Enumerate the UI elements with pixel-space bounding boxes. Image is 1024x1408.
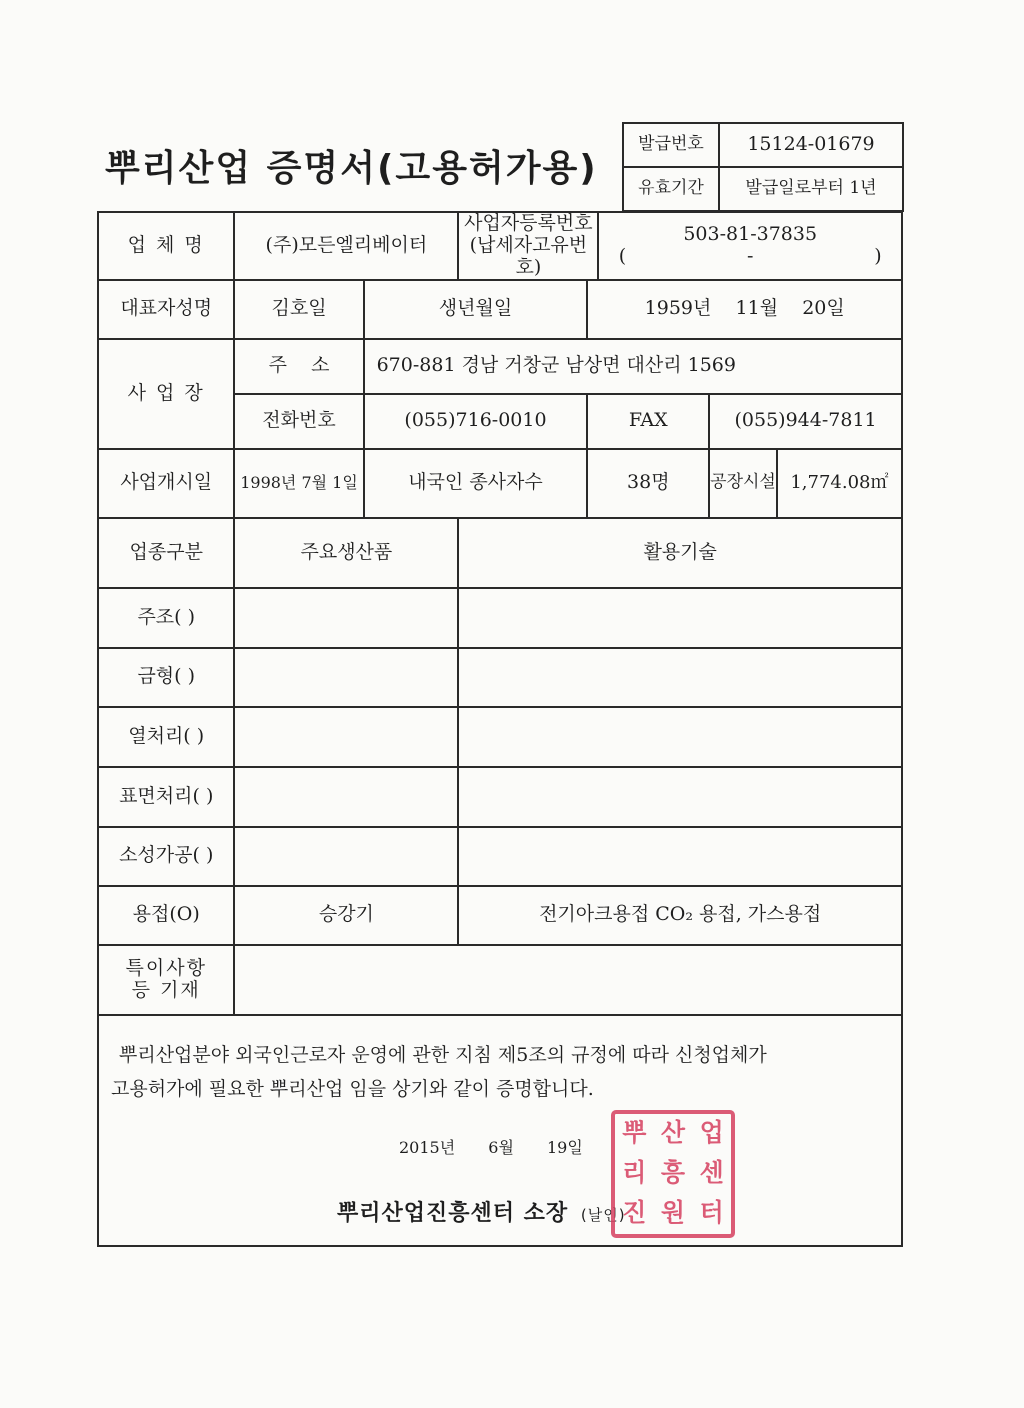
certificate-table <box>97 211 903 1247</box>
industry-row-tech <box>458 827 902 886</box>
business-reg-value <box>598 212 902 280</box>
seal-char: 뿌 <box>622 1117 647 1147</box>
product-header: 주요생산품 <box>234 518 458 588</box>
industry-row-label: 금형( ) <box>98 648 234 707</box>
factory-label: 공장시설 <box>709 449 777 518</box>
domestic-workers-label: 내국인 종사자수 <box>364 449 588 518</box>
industry-row-product <box>234 648 458 707</box>
business-reg-number: 503-81-37835 <box>683 222 818 245</box>
representative-label: 대표자성명 <box>98 280 234 339</box>
declaration-line1: 뿌리산업분야 외국인근로자 운영에 관한 지침 제5조의 규정에 따라 신청업체가 <box>119 1043 767 1066</box>
issuer-seal-mark: (날인) <box>580 1205 626 1224</box>
industry-row-tech: 전기아크용접 CO₂ 용접, 가스용접 <box>458 886 902 945</box>
seal-char: 센 <box>699 1157 724 1187</box>
fax-value: (055)944-7811 <box>709 394 902 449</box>
birthdate-value: 1959년 11월 20일 <box>587 280 902 339</box>
business-reg-label-line1: 사업자등록번호 <box>464 212 593 234</box>
notes-value <box>234 945 902 1015</box>
issuer-name <box>337 1194 626 1234</box>
seal-char: 진 <box>622 1197 647 1227</box>
validity-value: 발급일로부터 1년 <box>719 167 903 211</box>
industry-row-product: 승강기 <box>234 886 458 945</box>
phone-value: (055)716-0010 <box>364 394 588 449</box>
industry-row-label: 주조( ) <box>98 588 234 648</box>
start-date-label: 사업개시일 <box>98 449 234 518</box>
document-title: 뿌리산업 증명서(고용허가용) <box>105 148 598 189</box>
validity-label: 유효기간 <box>623 167 719 211</box>
taxpayer-number: ( - ) <box>618 244 882 267</box>
industry-row-label: 소성가공( ) <box>98 827 234 886</box>
industry-row-label: 열처리( ) <box>98 707 234 767</box>
seal-char: 업 <box>699 1117 724 1147</box>
seal-char: 리 <box>622 1157 647 1187</box>
issue-number-value: 15124-01679 <box>719 123 903 167</box>
address-value: 670-881 경남 거창군 남상면 대산리 1569 <box>364 339 902 394</box>
seal-char: 흥 <box>660 1157 686 1187</box>
industry-row-tech <box>458 707 902 767</box>
industry-row-label: 표면처리( ) <box>98 767 234 827</box>
industry-row-product <box>234 827 458 886</box>
industry-row-tech <box>458 767 902 827</box>
domestic-workers-value: 38명 <box>587 449 709 518</box>
birthdate-label: 생년월일 <box>364 280 588 339</box>
seal-char: 터 <box>699 1197 724 1227</box>
company-name-label: 업 체 명 <box>98 212 234 280</box>
seal-char: 산 <box>660 1117 686 1147</box>
industry-row-label: 용접(O) <box>98 886 234 945</box>
industry-row-tech <box>458 588 902 648</box>
declaration-line2: 고용허가에 필요한 뿌리산업 임을 상기와 같이 증명합니다. <box>111 1077 594 1100</box>
official-seal-stamp <box>611 1110 735 1238</box>
notes-label: 특이사항 등 기재 <box>98 945 234 1015</box>
industry-header-label: 업종구분 <box>98 518 234 588</box>
industry-row-product <box>234 767 458 827</box>
workplace-label: 사 업 장 <box>98 339 234 449</box>
industry-row-tech <box>458 648 902 707</box>
industry-row-product <box>234 588 458 648</box>
declaration-date: 2015년 6월 19일 <box>399 1137 583 1157</box>
company-name-value: (주)모든엘리베이터 <box>234 212 458 280</box>
factory-value: 1,774.08㎡ <box>777 449 902 518</box>
issue-info-table <box>622 122 904 212</box>
business-reg-label-line2: (납세자고유번호) <box>469 233 588 278</box>
start-date-value: 1998년 7월 1일 <box>234 449 363 518</box>
business-reg-label <box>458 212 598 280</box>
address-label: 주 소 <box>234 339 363 394</box>
representative-value: 김호일 <box>234 280 363 339</box>
phone-label: 전화번호 <box>234 394 363 449</box>
issue-number-label: 발급번호 <box>623 123 719 167</box>
issuer-title: 뿌리산업진흥센터 소장 <box>337 1200 569 1226</box>
tech-header: 활용기술 <box>458 518 902 588</box>
industry-row-product <box>234 707 458 767</box>
fax-label: FAX <box>587 394 709 449</box>
declaration-block <box>98 1015 902 1246</box>
seal-char: 원 <box>660 1197 686 1227</box>
